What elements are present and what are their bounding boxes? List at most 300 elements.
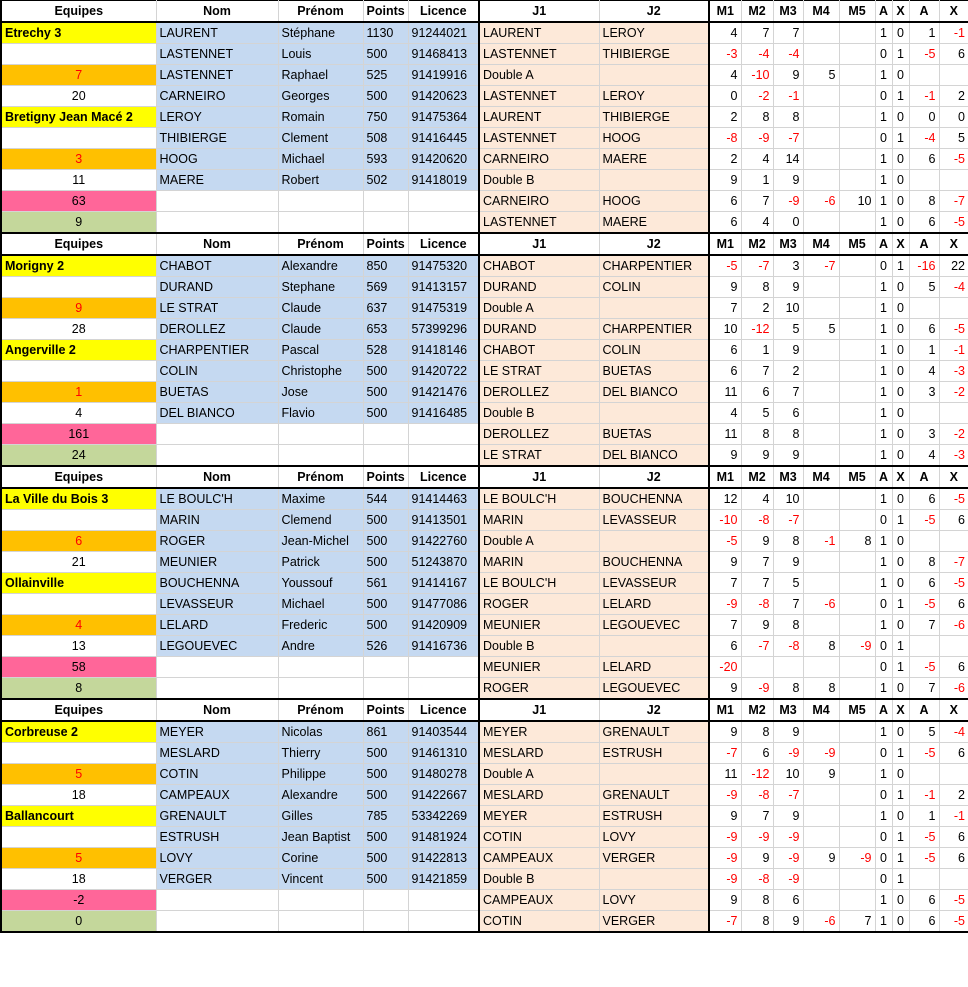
licence-cell[interactable] <box>408 191 479 212</box>
licence-cell[interactable]: 91403544 <box>408 721 479 743</box>
diff-x-cell[interactable] <box>939 403 968 424</box>
set-score-m1[interactable]: -5 <box>709 255 741 277</box>
set-score-m3[interactable]: 8 <box>773 531 803 552</box>
diff-x-cell[interactable]: 6 <box>939 743 968 764</box>
licence-cell[interactable]: 57399296 <box>408 319 479 340</box>
licence-cell[interactable]: 91414167 <box>408 573 479 594</box>
set-score-m2[interactable]: 9 <box>741 531 773 552</box>
diff-x-cell[interactable]: 2 <box>939 785 968 806</box>
j2-cell[interactable]: LELARD <box>599 594 709 615</box>
equipes-cell[interactable]: 3 <box>1 149 156 170</box>
wins-x-cell[interactable]: 0 <box>892 721 909 743</box>
team-name-cell[interactable]: Ollainville <box>1 573 156 594</box>
set-score-m3[interactable]: -9 <box>773 191 803 212</box>
wins-x-cell[interactable]: 0 <box>892 911 909 933</box>
set-score-m1[interactable]: 6 <box>709 361 741 382</box>
j2-cell[interactable]: LEROY <box>599 22 709 44</box>
wins-x-cell[interactable]: 1 <box>892 827 909 848</box>
diff-a-cell[interactable]: 6 <box>909 488 939 510</box>
prenom-cell[interactable]: Nicolas <box>278 721 363 743</box>
set-score-m1[interactable]: 6 <box>709 636 741 657</box>
j1-cell[interactable]: DURAND <box>479 319 599 340</box>
wins-x-cell[interactable]: 1 <box>892 848 909 869</box>
points-cell[interactable]: 653 <box>363 319 408 340</box>
licence-cell[interactable]: 91416736 <box>408 636 479 657</box>
licence-cell[interactable]: 91418019 <box>408 170 479 191</box>
diff-a-cell[interactable] <box>909 65 939 86</box>
set-score-m1[interactable]: -10 <box>709 510 741 531</box>
nom-cell[interactable]: LE STRAT <box>156 298 278 319</box>
set-score-m3[interactable]: 9 <box>773 721 803 743</box>
prenom-cell[interactable] <box>278 424 363 445</box>
points-cell[interactable]: 850 <box>363 255 408 277</box>
points-cell[interactable] <box>363 911 408 933</box>
diff-a-cell[interactable]: 5 <box>909 277 939 298</box>
j2-cell[interactable]: DEL BIANCO <box>599 445 709 467</box>
set-score-m3[interactable]: -9 <box>773 743 803 764</box>
wins-a-cell[interactable]: 1 <box>875 107 892 128</box>
wins-x-cell[interactable]: 0 <box>892 890 909 911</box>
set-score-m5[interactable] <box>839 361 875 382</box>
equipes-cell[interactable] <box>1 277 156 298</box>
licence-cell[interactable]: 91475320 <box>408 255 479 277</box>
prenom-cell[interactable]: Maxime <box>278 488 363 510</box>
nom-cell[interactable] <box>156 678 278 700</box>
nom-cell[interactable] <box>156 445 278 467</box>
wins-x-cell[interactable]: 0 <box>892 170 909 191</box>
set-score-m5[interactable] <box>839 298 875 319</box>
licence-cell[interactable]: 91420909 <box>408 615 479 636</box>
points-cell[interactable]: 500 <box>363 785 408 806</box>
licence-cell[interactable]: 91422667 <box>408 785 479 806</box>
set-score-m1[interactable]: 2 <box>709 107 741 128</box>
equipes-cell[interactable]: -2 <box>1 890 156 911</box>
wins-a-cell[interactable]: 0 <box>875 869 892 890</box>
points-cell[interactable]: 500 <box>363 403 408 424</box>
j2-cell[interactable]: LEROY <box>599 86 709 107</box>
set-score-m2[interactable]: 7 <box>741 22 773 44</box>
nom-cell[interactable]: LASTENNET <box>156 44 278 65</box>
points-cell[interactable]: 500 <box>363 615 408 636</box>
points-cell[interactable]: 1130 <box>363 22 408 44</box>
j1-cell[interactable]: MEUNIER <box>479 615 599 636</box>
set-score-m1[interactable]: 9 <box>709 552 741 573</box>
set-score-m3[interactable]: 6 <box>773 403 803 424</box>
j1-cell[interactable]: Double A <box>479 531 599 552</box>
diff-x-cell[interactable] <box>939 170 968 191</box>
wins-a-cell[interactable]: 1 <box>875 361 892 382</box>
j2-cell[interactable]: COLIN <box>599 340 709 361</box>
wins-x-cell[interactable]: 1 <box>892 255 909 277</box>
j2-cell[interactable]: VERGER <box>599 848 709 869</box>
j2-cell[interactable]: LOVY <box>599 890 709 911</box>
diff-x-cell[interactable]: -5 <box>939 890 968 911</box>
wins-x-cell[interactable]: 1 <box>892 636 909 657</box>
diff-a-cell[interactable]: 6 <box>909 890 939 911</box>
set-score-m2[interactable]: -8 <box>741 869 773 890</box>
nom-cell[interactable]: CAMPEAUX <box>156 785 278 806</box>
prenom-cell[interactable]: Clemend <box>278 510 363 531</box>
points-cell[interactable]: 500 <box>363 594 408 615</box>
j1-cell[interactable]: Double B <box>479 869 599 890</box>
wins-x-cell[interactable]: 0 <box>892 340 909 361</box>
diff-a-cell[interactable]: 6 <box>909 319 939 340</box>
set-score-m3[interactable] <box>773 657 803 678</box>
set-score-m4[interactable] <box>803 657 839 678</box>
set-score-m5[interactable] <box>839 890 875 911</box>
licence-cell[interactable]: 91468413 <box>408 44 479 65</box>
prenom-cell[interactable]: Robert <box>278 170 363 191</box>
set-score-m1[interactable]: 6 <box>709 191 741 212</box>
team-name-cell[interactable]: Corbreuse 2 <box>1 721 156 743</box>
set-score-m4[interactable] <box>803 361 839 382</box>
set-score-m2[interactable]: 7 <box>741 552 773 573</box>
prenom-cell[interactable]: Claude <box>278 298 363 319</box>
nom-cell[interactable]: LEGOUEVEC <box>156 636 278 657</box>
prenom-cell[interactable]: Romain <box>278 107 363 128</box>
diff-x-cell[interactable]: -4 <box>939 277 968 298</box>
nom-cell[interactable]: DURAND <box>156 277 278 298</box>
equipes-cell[interactable]: 5 <box>1 764 156 785</box>
wins-a-cell[interactable]: 1 <box>875 149 892 170</box>
set-score-m1[interactable]: 6 <box>709 340 741 361</box>
points-cell[interactable]: 637 <box>363 298 408 319</box>
diff-x-cell[interactable]: -5 <box>939 149 968 170</box>
nom-cell[interactable] <box>156 911 278 933</box>
nom-cell[interactable]: ROGER <box>156 531 278 552</box>
set-score-m3[interactable]: 9 <box>773 806 803 827</box>
set-score-m2[interactable]: 9 <box>741 615 773 636</box>
j1-cell[interactable]: Double A <box>479 65 599 86</box>
points-cell[interactable]: 500 <box>363 764 408 785</box>
j1-cell[interactable]: LE STRAT <box>479 361 599 382</box>
set-score-m3[interactable]: 9 <box>773 277 803 298</box>
wins-a-cell[interactable]: 1 <box>875 552 892 573</box>
set-score-m2[interactable]: 8 <box>741 911 773 933</box>
prenom-cell[interactable]: Michael <box>278 149 363 170</box>
licence-cell[interactable]: 91477086 <box>408 594 479 615</box>
points-cell[interactable]: 508 <box>363 128 408 149</box>
set-score-m2[interactable]: -12 <box>741 764 773 785</box>
diff-x-cell[interactable]: -3 <box>939 445 968 467</box>
set-score-m5[interactable] <box>839 764 875 785</box>
prenom-cell[interactable]: Vincent <box>278 869 363 890</box>
points-cell[interactable]: 500 <box>363 827 408 848</box>
j1-cell[interactable]: ROGER <box>479 678 599 700</box>
diff-x-cell[interactable]: 5 <box>939 128 968 149</box>
equipes-cell[interactable]: 58 <box>1 657 156 678</box>
wins-x-cell[interactable]: 1 <box>892 128 909 149</box>
licence-cell[interactable]: 91480278 <box>408 764 479 785</box>
diff-a-cell[interactable] <box>909 636 939 657</box>
set-score-m4[interactable]: 8 <box>803 636 839 657</box>
set-score-m5[interactable] <box>839 743 875 764</box>
nom-cell[interactable]: MAERE <box>156 170 278 191</box>
set-score-m2[interactable]: 4 <box>741 212 773 234</box>
wins-a-cell[interactable]: 0 <box>875 44 892 65</box>
wins-a-cell[interactable]: 1 <box>875 277 892 298</box>
diff-a-cell[interactable] <box>909 531 939 552</box>
diff-a-cell[interactable]: 3 <box>909 382 939 403</box>
set-score-m2[interactable]: -4 <box>741 44 773 65</box>
j1-cell[interactable]: LASTENNET <box>479 44 599 65</box>
wins-a-cell[interactable]: 1 <box>875 764 892 785</box>
set-score-m4[interactable] <box>803 382 839 403</box>
equipes-cell[interactable]: 4 <box>1 403 156 424</box>
set-score-m4[interactable] <box>803 615 839 636</box>
set-score-m4[interactable] <box>803 149 839 170</box>
nom-cell[interactable]: MEYER <box>156 721 278 743</box>
prenom-cell[interactable]: Gilles <box>278 806 363 827</box>
nom-cell[interactable]: VERGER <box>156 869 278 890</box>
set-score-m5[interactable] <box>839 277 875 298</box>
j2-cell[interactable] <box>599 298 709 319</box>
wins-a-cell[interactable]: 1 <box>875 445 892 467</box>
set-score-m2[interactable]: -10 <box>741 65 773 86</box>
nom-cell[interactable]: MESLARD <box>156 743 278 764</box>
diff-x-cell[interactable] <box>939 869 968 890</box>
diff-a-cell[interactable]: 6 <box>909 911 939 933</box>
wins-a-cell[interactable]: 1 <box>875 424 892 445</box>
prenom-cell[interactable] <box>278 212 363 234</box>
j1-cell[interactable]: CHABOT <box>479 340 599 361</box>
wins-a-cell[interactable]: 0 <box>875 510 892 531</box>
j2-cell[interactable]: BOUCHENNA <box>599 552 709 573</box>
points-cell[interactable]: 861 <box>363 721 408 743</box>
diff-x-cell[interactable]: -4 <box>939 721 968 743</box>
licence-cell[interactable]: 91421859 <box>408 869 479 890</box>
j2-cell[interactable] <box>599 636 709 657</box>
set-score-m4[interactable] <box>803 128 839 149</box>
diff-x-cell[interactable]: -2 <box>939 424 968 445</box>
set-score-m1[interactable]: -8 <box>709 128 741 149</box>
set-score-m5[interactable]: -9 <box>839 848 875 869</box>
nom-cell[interactable]: HOOG <box>156 149 278 170</box>
set-score-m3[interactable]: -7 <box>773 785 803 806</box>
diff-a-cell[interactable]: 8 <box>909 552 939 573</box>
j1-cell[interactable]: MESLARD <box>479 743 599 764</box>
j1-cell[interactable]: LASTENNET <box>479 212 599 234</box>
j2-cell[interactable]: CHARPENTIER <box>599 255 709 277</box>
set-score-m3[interactable]: 10 <box>773 488 803 510</box>
points-cell[interactable] <box>363 212 408 234</box>
wins-x-cell[interactable]: 0 <box>892 191 909 212</box>
j2-cell[interactable]: CHARPENTIER <box>599 319 709 340</box>
wins-x-cell[interactable]: 0 <box>892 65 909 86</box>
set-score-m2[interactable]: 7 <box>741 806 773 827</box>
set-score-m5[interactable] <box>839 255 875 277</box>
set-score-m1[interactable]: 11 <box>709 382 741 403</box>
set-score-m2[interactable]: 1 <box>741 340 773 361</box>
prenom-cell[interactable]: Flavio <box>278 403 363 424</box>
licence-cell[interactable]: 91481924 <box>408 827 479 848</box>
j1-cell[interactable]: LE BOULC'H <box>479 573 599 594</box>
equipes-cell[interactable]: 13 <box>1 636 156 657</box>
set-score-m2[interactable]: 8 <box>741 424 773 445</box>
wins-a-cell[interactable]: 1 <box>875 22 892 44</box>
prenom-cell[interactable]: Andre <box>278 636 363 657</box>
set-score-m2[interactable]: -9 <box>741 678 773 700</box>
prenom-cell[interactable]: Thierry <box>278 743 363 764</box>
set-score-m4[interactable]: -6 <box>803 191 839 212</box>
diff-a-cell[interactable]: 7 <box>909 615 939 636</box>
set-score-m3[interactable]: 2 <box>773 361 803 382</box>
set-score-m5[interactable] <box>839 212 875 234</box>
wins-x-cell[interactable]: 0 <box>892 531 909 552</box>
team-name-cell[interactable]: Etrechy 3 <box>1 22 156 44</box>
diff-x-cell[interactable]: 6 <box>939 827 968 848</box>
j1-cell[interactable]: MEYER <box>479 721 599 743</box>
wins-x-cell[interactable]: 0 <box>892 22 909 44</box>
set-score-m3[interactable]: -7 <box>773 128 803 149</box>
prenom-cell[interactable]: Stéphane <box>278 22 363 44</box>
nom-cell[interactable] <box>156 212 278 234</box>
diff-x-cell[interactable]: -7 <box>939 191 968 212</box>
set-score-m3[interactable]: -9 <box>773 869 803 890</box>
set-score-m5[interactable] <box>839 445 875 467</box>
wins-a-cell[interactable]: 0 <box>875 848 892 869</box>
set-score-m4[interactable] <box>803 552 839 573</box>
wins-a-cell[interactable]: 1 <box>875 340 892 361</box>
nom-cell[interactable]: MARIN <box>156 510 278 531</box>
diff-x-cell[interactable]: -7 <box>939 552 968 573</box>
wins-x-cell[interactable]: 1 <box>892 743 909 764</box>
diff-x-cell[interactable] <box>939 65 968 86</box>
diff-a-cell[interactable]: 7 <box>909 678 939 700</box>
wins-a-cell[interactable]: 1 <box>875 65 892 86</box>
set-score-m2[interactable]: 1 <box>741 170 773 191</box>
j1-cell[interactable]: LAURENT <box>479 22 599 44</box>
set-score-m5[interactable] <box>839 721 875 743</box>
nom-cell[interactable]: CHABOT <box>156 255 278 277</box>
set-score-m4[interactable] <box>803 424 839 445</box>
equipes-cell[interactable]: 5 <box>1 848 156 869</box>
j2-cell[interactable]: GRENAULT <box>599 721 709 743</box>
set-score-m1[interactable]: 9 <box>709 678 741 700</box>
set-score-m1[interactable]: 9 <box>709 445 741 467</box>
points-cell[interactable]: 500 <box>363 531 408 552</box>
set-score-m5[interactable] <box>839 827 875 848</box>
set-score-m4[interactable] <box>803 170 839 191</box>
prenom-cell[interactable] <box>278 191 363 212</box>
set-score-m1[interactable]: 10 <box>709 319 741 340</box>
wins-x-cell[interactable]: 0 <box>892 382 909 403</box>
wins-a-cell[interactable]: 0 <box>875 827 892 848</box>
diff-x-cell[interactable] <box>939 636 968 657</box>
set-score-m1[interactable]: 4 <box>709 403 741 424</box>
set-score-m5[interactable] <box>839 340 875 361</box>
set-score-m1[interactable]: 12 <box>709 488 741 510</box>
points-cell[interactable]: 526 <box>363 636 408 657</box>
wins-x-cell[interactable]: 0 <box>892 107 909 128</box>
set-score-m4[interactable] <box>803 806 839 827</box>
j2-cell[interactable] <box>599 764 709 785</box>
licence-cell[interactable] <box>408 678 479 700</box>
licence-cell[interactable]: 91420722 <box>408 361 479 382</box>
licence-cell[interactable]: 91419916 <box>408 65 479 86</box>
j1-cell[interactable]: LASTENNET <box>479 86 599 107</box>
set-score-m1[interactable]: -3 <box>709 44 741 65</box>
wins-a-cell[interactable]: 1 <box>875 721 892 743</box>
points-cell[interactable]: 500 <box>363 848 408 869</box>
set-score-m1[interactable]: 6 <box>709 212 741 234</box>
prenom-cell[interactable]: Stephane <box>278 277 363 298</box>
set-score-m1[interactable]: -9 <box>709 827 741 848</box>
set-score-m1[interactable]: 2 <box>709 149 741 170</box>
set-score-m1[interactable]: 7 <box>709 298 741 319</box>
j1-cell[interactable]: MESLARD <box>479 785 599 806</box>
points-cell[interactable]: 525 <box>363 65 408 86</box>
set-score-m1[interactable]: -7 <box>709 911 741 933</box>
set-score-m4[interactable] <box>803 298 839 319</box>
wins-a-cell[interactable]: 0 <box>875 128 892 149</box>
points-cell[interactable]: 500 <box>363 361 408 382</box>
equipes-cell[interactable] <box>1 827 156 848</box>
set-score-m4[interactable] <box>803 277 839 298</box>
diff-a-cell[interactable]: -5 <box>909 657 939 678</box>
licence-cell[interactable]: 91420623 <box>408 86 479 107</box>
licence-cell[interactable]: 51243870 <box>408 552 479 573</box>
wins-x-cell[interactable]: 1 <box>892 510 909 531</box>
licence-cell[interactable]: 91461310 <box>408 743 479 764</box>
equipes-cell[interactable]: 8 <box>1 678 156 700</box>
nom-cell[interactable]: COTIN <box>156 764 278 785</box>
nom-cell[interactable] <box>156 191 278 212</box>
wins-x-cell[interactable]: 0 <box>892 277 909 298</box>
j2-cell[interactable]: VERGER <box>599 911 709 933</box>
j2-cell[interactable]: HOOG <box>599 191 709 212</box>
j2-cell[interactable]: HOOG <box>599 128 709 149</box>
set-score-m3[interactable]: 9 <box>773 340 803 361</box>
prenom-cell[interactable] <box>278 911 363 933</box>
licence-cell[interactable]: 91475319 <box>408 298 479 319</box>
points-cell[interactable]: 750 <box>363 107 408 128</box>
licence-cell[interactable]: 91416485 <box>408 403 479 424</box>
points-cell[interactable]: 561 <box>363 573 408 594</box>
diff-a-cell[interactable] <box>909 170 939 191</box>
nom-cell[interactable]: LE BOULC'H <box>156 488 278 510</box>
nom-cell[interactable] <box>156 424 278 445</box>
set-score-m2[interactable]: 9 <box>741 848 773 869</box>
nom-cell[interactable] <box>156 890 278 911</box>
prenom-cell[interactable]: Clement <box>278 128 363 149</box>
nom-cell[interactable]: LOVY <box>156 848 278 869</box>
equipes-cell[interactable]: 21 <box>1 552 156 573</box>
wins-a-cell[interactable]: 0 <box>875 636 892 657</box>
wins-a-cell[interactable]: 0 <box>875 594 892 615</box>
set-score-m1[interactable]: 0 <box>709 86 741 107</box>
set-score-m3[interactable]: 9 <box>773 552 803 573</box>
diff-a-cell[interactable]: 5 <box>909 721 939 743</box>
equipes-cell[interactable]: 18 <box>1 869 156 890</box>
set-score-m2[interactable]: -8 <box>741 594 773 615</box>
set-score-m3[interactable]: 8 <box>773 678 803 700</box>
set-score-m4[interactable]: -7 <box>803 255 839 277</box>
set-score-m4[interactable] <box>803 86 839 107</box>
prenom-cell[interactable]: Jean Baptist <box>278 827 363 848</box>
equipes-cell[interactable]: 4 <box>1 615 156 636</box>
set-score-m1[interactable]: 11 <box>709 764 741 785</box>
j2-cell[interactable]: MAERE <box>599 149 709 170</box>
set-score-m1[interactable]: -9 <box>709 869 741 890</box>
diff-x-cell[interactable]: -6 <box>939 678 968 700</box>
licence-cell[interactable] <box>408 445 479 467</box>
equipes-cell[interactable]: 11 <box>1 170 156 191</box>
prenom-cell[interactable]: Raphael <box>278 65 363 86</box>
wins-x-cell[interactable]: 0 <box>892 552 909 573</box>
set-score-m4[interactable] <box>803 212 839 234</box>
diff-a-cell[interactable]: 3 <box>909 424 939 445</box>
